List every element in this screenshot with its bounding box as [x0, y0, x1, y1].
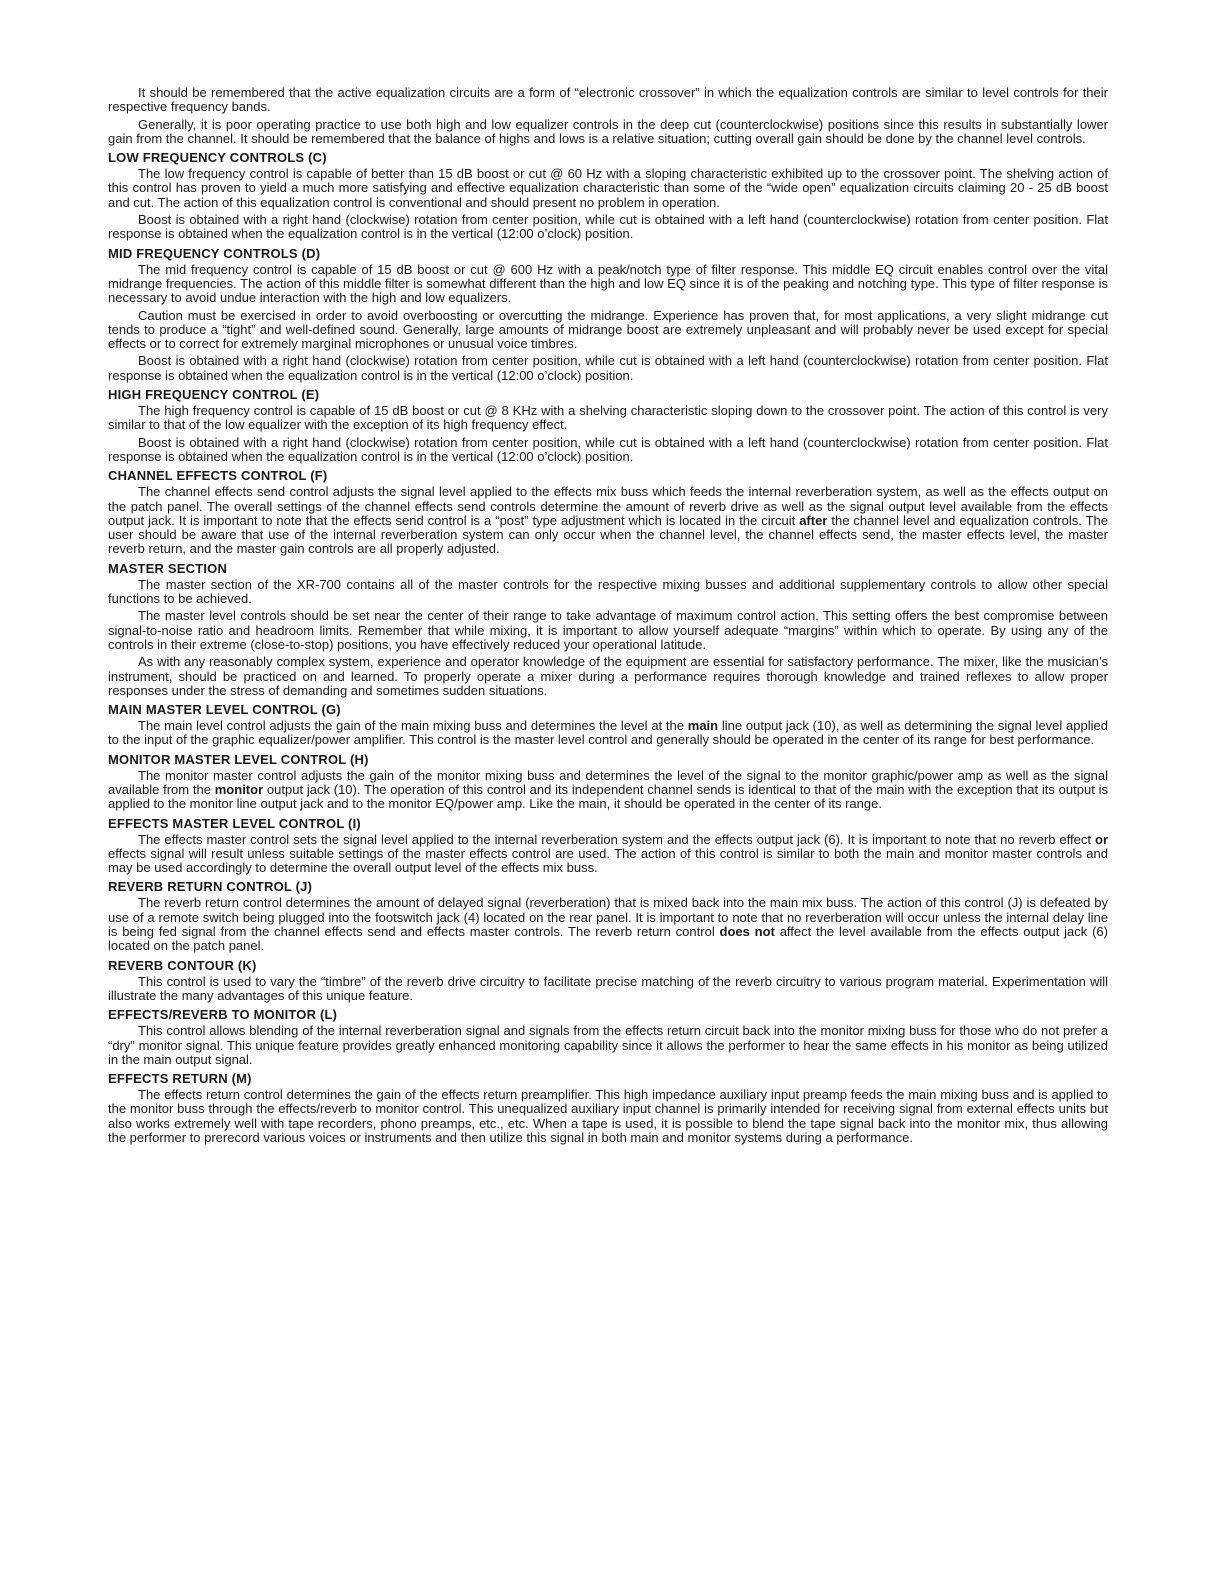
effects-return-paragraph: The effects return control determines the gain of the effects return preamplifier. This high impedance auxiliary input preamp feeds the main mixing buss and is applied to the monitor buss through the effects/reverb to monitor control. This unequalized auxiliary input channel is primarily intended for receiving signal from external effects units but also works extremely well with tape recorders, phono preamps, etc., etc. When a tape is used, it is possible to blend the tape signal back into the monitor mix, thus allowing the performer to prerecord various voices or instruments and then utilize this signal in both main and monitor systems during a performance.	[108, 1087, 1108, 1146]
manual-page	[108, 86, 1108, 1145]
emphasis-main: main	[687, 718, 719, 734]
effects-reverb-to-monitor-paragraph: This control allows blending of the internal reverberation signal and signals from the effects return circuit back into the monitor mixing buss for those who do not prefer a “dry” monitor signal. This unique feature provides greatly enhanced monitoring capability since it allows the performer to hear the same effects in his monitor as being utilized in the main output signal.	[108, 1023, 1108, 1067]
effects-master-paragraph	[108, 833, 1108, 876]
main-master-text-c: line output jack (10), as well as determining the signal level applied to the input of the graphic equalizer/power amplifier. This control is the master level control and generally should be operated in the center of its range for best performance.	[108, 718, 1108, 748]
emphasis-after: after	[799, 512, 828, 528]
section-heading-high-frequency: HIGH FREQUENCY CONTROL (E)	[108, 387, 320, 403]
emphasis-monitor: monitor	[214, 781, 264, 797]
intro-paragraph-1: It should be remembered that the active equalization circuits are a form of “electronic crossover” in which the equalization controls are similar to level controls for their respective frequency bands.	[108, 85, 1108, 115]
monitor-master-text-c: output jack (10). The operation of this control and its independent channel sends is identical to that of the main with the exception that its output is applied to the monitor line output jack and to the monitor EQ/power amp. Like the main, it should be operated in the center of its range.	[108, 781, 1108, 812]
section-heading-reverb-return: REVERB RETURN CONTROL (J)	[108, 879, 313, 895]
channel-effects-paragraph	[108, 485, 1108, 556]
mid-frequency-paragraph-1: The mid frequency control is capable of 15 dB boost or cut @ 600 Hz with a peak/notch type of filter response. This middle EQ circuit enables control over the vital midrange frequencies. The action of this middle filter is somewhat different than the high and low EQ since it is of the peaking and notching type. This type of filter response is necessary to avoid undue interaction with the high and low equalizers.	[108, 261, 1108, 306]
master-paragraph-2: The master level controls should be set near the center of their range to take advantage of maximum control action. This setting offers the best compromise between signal-to-noise ratio and headroom limits. Remember that while mixing, it is important to allow yourself adequate “margins” within which to operate. By using any of the controls in their extreme (close-to-stop) positions, you have effectively reduced your operational latitude.	[108, 608, 1108, 652]
reverb-contour-paragraph: This control is used to vary the “timbre” of the reverb drive circuitry to facilitate precise matching of the reverb circuitry to various program material. Experimentation will illustrate the many advantages of this unique feature.	[108, 973, 1108, 1003]
section-heading-monitor-master: MONITOR MASTER LEVEL CONTROL (H)	[108, 751, 369, 767]
section-heading-main-master: MAIN MASTER LEVEL CONTROL (G)	[108, 702, 341, 718]
low-frequency-paragraph-2: Boost is obtained with a right hand (clockwise) rotation from center position, while cut is obtained with a left hand (counterclockwise) rotation from center position. Flat response is obtained when the equalization control is in the vertical (12:00 o’clock) position.	[108, 212, 1108, 242]
emphasis-does-not: does not	[719, 924, 775, 940]
channel-effects-text-a: The channel effects send control adjusts the signal level applied to the effects mix buss which feeds the internal reverberation system, as well as the effects output on the patch panel. The overall settings of the channel effects send controls determine the amount of reverb drive as well as the signal output level available from the effects output jack. It is important to note that the effects send control is a “post” type adjustment which is located in the circuit	[108, 484, 1108, 528]
mid-frequency-paragraph-2: Caution must be exercised in order to avoid overboosting or overcutting the midrange. Experience has proven that, for most applications, a very slight midrange cut tends to produce a “tight” and well-defined sound. Generally, large amounts of midrange boost are extremely unpleasant and will probably never be used except for special effects or to correct for extremely marginal microphones or unusual voice timbres.	[108, 307, 1108, 352]
reverb-return-text-c: affect the level available from the effects output jack (6) located on the patch panel.	[108, 924, 1108, 954]
section-heading-effects-master: EFFECTS MASTER LEVEL CONTROL (I)	[108, 815, 361, 831]
mid-frequency-paragraph-3: Boost is obtained with a right hand (clockwise) rotation from center position, while cut is obtained with a left hand (counterclockwise) rotation from center position. Flat response is obtained when the equalization control is in the vertical (12:00 o’clock) position.	[108, 353, 1108, 383]
effects-master-text-a: The effects master control sets the signal level applied to the internal reverberation system and the effects output jack (6). It is important to note that no reverb effect	[138, 831, 1095, 847]
reverb-return-paragraph	[108, 896, 1108, 953]
reverb-return-text-a: The reverb return control determines the amount of delayed signal (reverberation) that is mixed back into the main mix buss. The action of this control (J) is defeated by use of a remote switch being plugged into the footswitch jack (4) located on the rear panel. It is important to note that no reverberation will occur unless the internal delay line is being fed signal from the channel effects send and effects master controls. The reverb return control	[108, 895, 1108, 940]
section-heading-effects-return: EFFECTS RETURN (M)	[108, 1071, 252, 1087]
monitor-master-paragraph	[108, 769, 1108, 812]
channel-effects-text-c: the channel level and equalization controls. The user should be aware that use of the internal reverberation system can only occur when the channel level, the channel effects send, the master effects level, the master reverb return, and the master gain controls are all properly adjusted.	[108, 512, 1108, 557]
low-frequency-paragraph-1: The low frequency control is capable of better than 15 dB boost or cut @ 60 Hz with a sloping characteristic exhibited up to the crossover point. The shelving action of this control has proven to yield a much more satisfying and effective equalization characteristic than some of the “wide open” equalization circuits claiming 20 - 25 dB boost and cut. The action of this equalization control is conventional and should present no problem in operation.	[108, 166, 1108, 210]
high-frequency-paragraph-2: Boost is obtained with a right hand (clockwise) rotation from center position, while cut is obtained with a left hand (counterclockwise) rotation from center position. Flat response is obtained when the equalization control is in the vertical (12:00 o’clock) position.	[108, 434, 1108, 464]
master-paragraph-3: As with any reasonably complex system, experience and operator knowledge of the equipment are essential for satisfactory performance. The mixer, like the musician’s instrument, should be practiced on and learned. To properly operate a mixer during a performance requires thorough knowledge and trained reflexes to allow proper responses under the stress of demanding and sometimes sudden situations.	[108, 654, 1108, 698]
section-heading-channel-effects: CHANNEL EFFECTS CONTROL (F)	[108, 468, 328, 484]
effects-master-text-c: effects signal will result unless suitable settings of the master effects control are used. The action of this control is similar to both the main and monitor master controls and may be used accordingly to determine the overall output level of the effects mix buss.	[108, 845, 1108, 876]
section-heading-reverb-contour: REVERB CONTOUR (K)	[108, 957, 257, 973]
section-heading-mid-frequency: MID FREQUENCY CONTROLS (D)	[108, 245, 321, 261]
monitor-master-text-a: The monitor master control adjusts the gain of the monitor mixing buss and determines the level of the signal to the monitor graphic/power amp as well as the signal available from the	[108, 767, 1108, 797]
main-master-paragraph	[108, 719, 1108, 748]
section-heading-low-frequency: LOW FREQUENCY CONTROLS (C)	[108, 150, 327, 166]
main-master-text-a: The main level control adjusts the gain of the main mixing buss and determines the level at the	[138, 718, 688, 734]
intro-paragraph-2: Generally, it is poor operating practice to use both high and low equalizer controls in the deep cut (counterclockwise) positions since this results in substantially lower gain from the channel. It should be remembered that the balance of highs and lows is a relative situation; cutting overall gain should be done by the channel level controls.	[108, 116, 1108, 146]
master-paragraph-1: The master section of the XR-700 contains all of the master controls for the respective mixing busses and additional supplementary controls to allow other special functions to be achieved.	[108, 576, 1108, 607]
section-heading-master: MASTER SECTION	[108, 560, 228, 576]
emphasis-or: or	[1095, 831, 1108, 847]
high-frequency-paragraph-1: The high frequency control is capable of 15 dB boost or cut @ 8 KHz with a shelving characteristic sloping down to the crossover point. The action of this control is very similar to that of the low equalizer with the exception of its high frequency effect.	[108, 403, 1108, 433]
section-heading-effects-reverb-to-monitor: EFFECTS/REVERB TO MONITOR (L)	[108, 1007, 338, 1023]
